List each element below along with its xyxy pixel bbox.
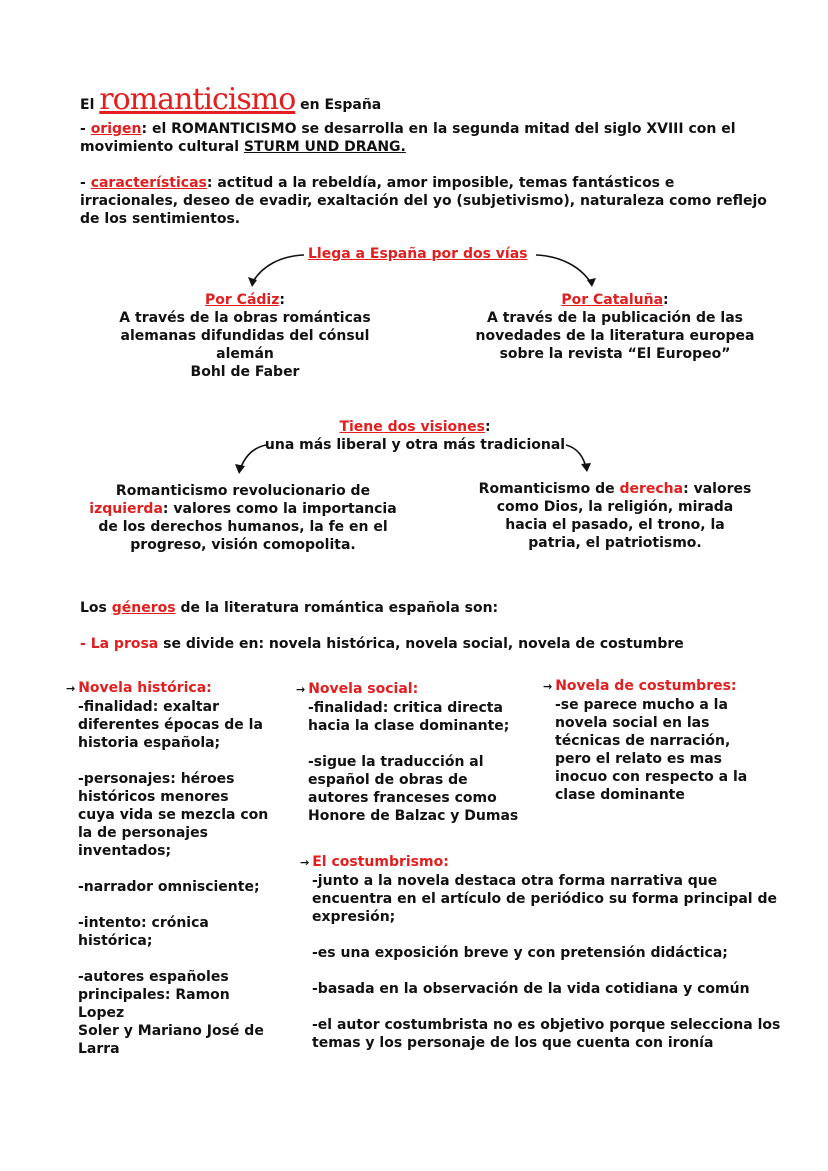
caracteristicas-line1: : actitud a la rebeldía, amor imposible, temas fantásticos e	[206, 175, 675, 191]
prosa-text: se divide en: novela histórica, novela social, novela de costumbre	[158, 636, 684, 652]
novela-historica-block	[66, 679, 280, 1058]
derecha-line3: hacia el pasado, el trono, la	[505, 517, 725, 533]
origen-paragraph: - origen: el ROMANTICISMO se desarrolla en la segunda mitad del siglo XVIII con el movimiento cultural STURM UND DRANG.	[80, 121, 736, 155]
list-item: técnicas de narración,	[555, 733, 731, 749]
caracteristicas-line3: de los sentimientos.	[80, 211, 241, 227]
izquierda-line1: Romanticismo revolucionario de	[115, 483, 371, 499]
cadiz-line: alemanas difundidas del cónsul alemán	[120, 328, 370, 362]
caracteristicas-paragraph: - características: actitud a la rebeldía, amor imposible, temas fantásticos e irracionales, deseo de evadir, exaltación del yo (subjetivismo), naturaleza como reflejo de los sentimientos.	[80, 174, 790, 228]
list-item: -sigue la traducción al	[308, 754, 484, 770]
cadiz-line: Bohl de Faber	[190, 364, 300, 380]
list-item: -narrador omnisciente;	[78, 879, 260, 895]
list-item: Honore de Balzac y Dumas	[308, 808, 519, 824]
generos-post: de la literatura romántica española son:	[175, 600, 499, 616]
via-cadiz: Por Cádiz: A través de la obras románticas alemanas difundidas del cónsul alemán Bohl de Faber	[92, 291, 398, 381]
list-item: Larra	[78, 1041, 120, 1057]
visiones-sub: una más liberal y otra más tradicional	[264, 437, 566, 453]
list-item: novela social en las	[555, 715, 710, 731]
list-item: -personajes: héroes	[78, 771, 235, 787]
costumbrismo-block	[300, 853, 790, 1052]
title-prefix: El	[80, 97, 95, 113]
derecha-line1-pre: Romanticismo de	[478, 481, 620, 497]
list-item: cuya vida se mezcla con	[78, 807, 269, 823]
arrow-right-vias	[536, 255, 591, 283]
list-item: Soler y Mariano José de	[78, 1023, 264, 1039]
visiones-heading: Tiene dos visiones	[339, 419, 485, 435]
caracteristicas-label: características	[90, 175, 207, 191]
derecha-keyword: derecha	[619, 481, 684, 497]
generos-pre: Los	[80, 600, 112, 616]
list-item: -basada en la observación de la vida cotidiana y común	[312, 981, 750, 997]
novela-costumbres-block	[543, 677, 773, 804]
list-item: la de personajes	[78, 825, 208, 841]
cataluna-label: Por Cataluña	[561, 292, 664, 308]
list-item: inventados;	[78, 843, 172, 859]
list-item: -autores españoles	[78, 969, 229, 985]
arrow-bullet-icon: →	[543, 680, 553, 693]
list-item: inocuo con respecto a la	[555, 769, 748, 785]
arrow-left-vias	[252, 255, 304, 283]
list-item: -finalidad: exaltar	[78, 699, 219, 715]
generos-line	[80, 600, 498, 616]
title-suffix: en España	[300, 97, 382, 113]
list-item: historia española;	[78, 735, 221, 751]
vision-izquierda	[84, 482, 402, 554]
via-cataluna: Por Cataluña: A través de la publicación de las novedades de la literatura europea sobre la revista “El Europeo”	[460, 291, 770, 363]
list-item: pero el relato es mas	[555, 751, 722, 767]
origen-label: origen	[90, 121, 142, 137]
novela-costumbres-title: Novela de costumbres:	[555, 678, 737, 694]
novela-social-title: Novela social:	[308, 681, 419, 697]
costumbrismo-title: El costumbrismo:	[312, 854, 449, 870]
list-item: temas y los personaje de los que cuenta con ironía	[312, 1035, 714, 1051]
cataluna-line: novedades de la literatura europea	[475, 328, 755, 344]
prosa-label: La prosa	[90, 636, 159, 652]
list-item: autores franceses como	[308, 790, 497, 806]
arrow-bullet-icon: →	[296, 683, 306, 696]
list-item: -intento: crónica	[78, 915, 209, 931]
list-item: clase dominante	[555, 787, 685, 803]
list-item: -junto a la novela destaca otra forma narrativa que	[312, 873, 718, 889]
list-item: históricos menores	[78, 789, 229, 805]
cadiz-line: A través de la obras románticas	[119, 310, 371, 326]
vision-derecha	[470, 480, 760, 552]
cataluna-line: A través de la publicación de las	[487, 310, 743, 326]
novela-historica-title: Novela histórica:	[78, 680, 212, 696]
novela-social-block	[296, 680, 526, 825]
origen-line2: movimiento cultural	[80, 139, 244, 155]
list-item: expresión;	[312, 909, 396, 925]
derecha-line1-post: : valores	[683, 481, 752, 497]
list-item: diferentes épocas de la	[78, 717, 263, 733]
list-item: hacia la clase dominante;	[308, 718, 510, 734]
list-item: principales: Ramon Lopez	[78, 987, 230, 1021]
list-item: encuentra en el artículo de periódico su forma principal de	[312, 891, 777, 907]
derecha-line2: como Dios, la religión, mirada	[496, 499, 734, 515]
visiones-heading-block: Tiene dos visiones: una más liberal y otra más tradicional	[250, 418, 580, 454]
list-item: histórica;	[78, 933, 153, 949]
origen-movement: STURM UND DRANG.	[243, 139, 406, 155]
izquierda-line4: progreso, visión comopolita.	[130, 537, 356, 553]
cataluna-line: sobre la revista “El Europeo”	[499, 346, 731, 362]
cadiz-label: Por Cádiz	[205, 292, 280, 308]
arrow-bullet-icon: →	[66, 682, 76, 695]
prosa-line: - La prosa se divide en: novela histórica, novela social, novela de costumbre	[80, 636, 684, 652]
list-item: -el autor costumbrista no es objetivo porque selecciona los	[312, 1017, 781, 1033]
caracteristicas-line2: irracionales, deseo de evadir, exaltación del yo (subjetivismo), naturaleza como reflejo	[80, 193, 767, 209]
derecha-line4: patria, el patriotismo.	[528, 535, 702, 551]
list-item: -se parece mucho a la	[555, 697, 728, 713]
page-title	[80, 82, 381, 117]
generos-keyword: géneros	[111, 600, 176, 616]
origen-line1: : el ROMANTICISMO se desarrolla en la segunda mitad del siglo XVIII con el	[141, 121, 736, 137]
arrow-bullet-icon: →	[300, 856, 310, 869]
izquierda-keyword: izquierda	[89, 501, 163, 517]
vias-heading: Llega a España por dos vías	[308, 246, 528, 262]
list-item: -es una exposición breve y con pretensión didáctica;	[312, 945, 728, 961]
list-item: español de obras de	[308, 772, 468, 788]
izquierda-line2: : valores como la importancia	[162, 501, 397, 517]
title-main: romanticismo	[99, 82, 296, 117]
izquierda-line3: de los derechos humanos, la fe en el	[98, 519, 388, 535]
list-item: -finalidad: critica directa	[308, 700, 503, 716]
